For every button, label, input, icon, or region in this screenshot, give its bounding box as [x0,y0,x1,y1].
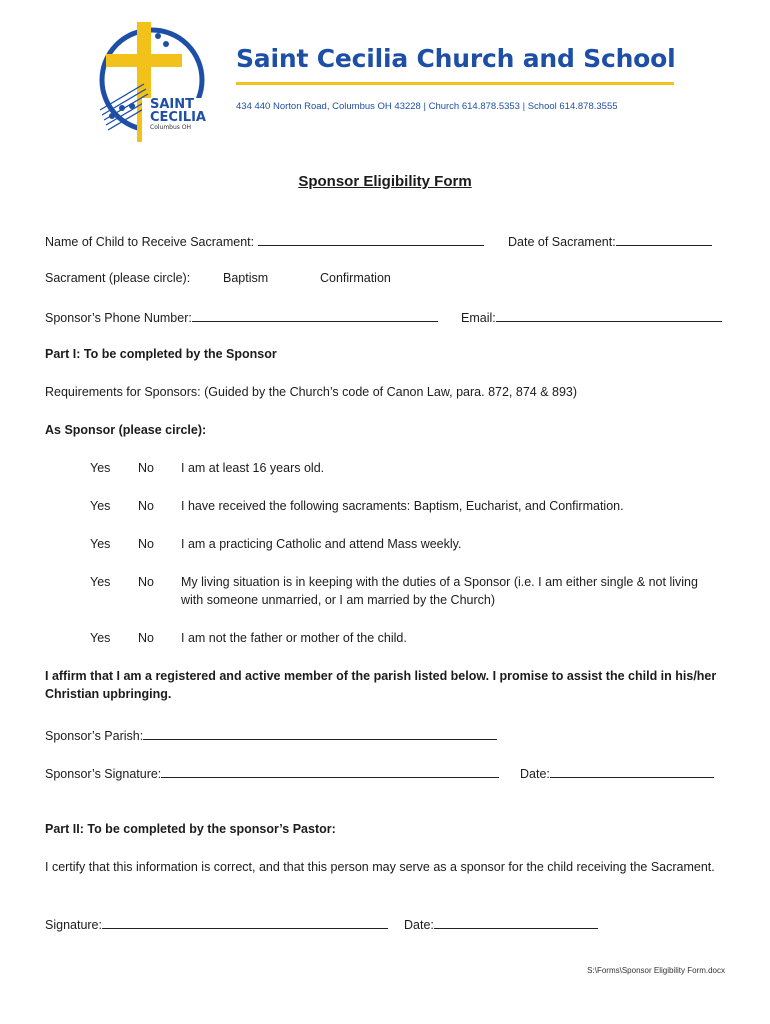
sponsor-date-row [520,763,714,783]
header-rule [236,82,674,85]
phone-field[interactable] [192,307,438,322]
requirement-item: I am at least 16 years old. [181,461,325,475]
certify-text: I certify that this information is correct, and that this person may serve as a sponsor for the child receiving the Sacrament. [45,860,715,874]
sponsor-signature-label: Sponsor’s Signature: [45,767,162,781]
sponsor-date-field[interactable] [550,763,714,778]
date-of-sacrament-label: Date of Sacrament: [508,235,616,249]
date-of-sacrament-field[interactable] [616,231,712,246]
no-option[interactable]: No [138,499,154,513]
logo-text-cecilia: CECILIA [150,110,206,125]
requirements-text: Requirements for Sponsors: (Guided by the Church’s code of Canon Law, para. 872, 874 & 893) [45,385,578,399]
yes-option[interactable]: Yes [90,575,111,589]
church-logo [92,18,222,148]
form-title: Sponsor Eligibility Form [298,173,472,190]
header-address: 434 440 Norton Road, Columbus OH 43228 | Church 614.878.5353 | School 614.878.3555 [236,101,618,112]
phone-label: Sponsor’s Phone Number: [45,311,192,325]
logo-text-saint: SAINT [150,97,195,112]
yes-option[interactable]: Yes [90,461,111,475]
requirement-item: I have received the following sacraments: Baptism, Eucharist, and Confirmation. [181,499,624,513]
part1-heading: Part I: To be completed by the Sponsor [45,347,277,361]
child-name-row [45,231,484,251]
phone-row [45,307,438,327]
sponsor-date-label: Date: [520,767,550,781]
yes-option[interactable]: Yes [90,631,111,645]
footer-file-path: S:\Forms\Sponsor Eligibility Form.docx [587,966,725,975]
pastor-signature-field[interactable] [102,914,388,929]
sponsor-parish-field[interactable] [143,725,497,740]
child-name-label: Name of Child to Receive Sacrament: [45,235,255,249]
requirement-item: My living situation is in keeping with the duties of a Sponsor (i.e. I am either single & not living with someone unmarried, or I am married by the Church) [181,575,698,607]
email-label: Email: [461,311,496,325]
sponsor-signature-field[interactable] [161,763,499,778]
no-option[interactable]: No [138,575,154,589]
no-option[interactable]: No [138,631,154,645]
requirement-item: I am a practicing Catholic and attend Mass weekly. [181,537,462,551]
no-option[interactable]: No [138,461,154,475]
option-baptism[interactable]: Baptism [223,271,269,285]
pastor-date-label: Date: [404,918,434,932]
header-title: Saint Cecilia Church and School [236,44,676,73]
pastor-signature-row [45,914,388,934]
no-option[interactable]: No [138,537,154,551]
email-field[interactable] [496,307,722,322]
yes-option[interactable]: Yes [90,537,111,551]
option-confirmation[interactable]: Confirmation [320,271,391,285]
part2-heading: Part II: To be completed by the sponsor’s Pastor: [45,822,336,836]
date-of-sacrament-row [508,231,712,251]
affirmation-text: I affirm that I am a registered and active member of the parish listed below. I promise to assist the child in his/her Christian upbringing. [45,669,717,701]
child-name-field[interactable] [258,231,484,246]
pastor-signature-label: Signature: [45,918,102,932]
sacrament-label: Sacrament (please circle): [45,271,191,285]
requirement-item: I am not the father or mother of the child. [181,631,407,645]
as-sponsor-label: As Sponsor (please circle): [45,423,207,437]
yes-option[interactable]: Yes [90,499,111,513]
sponsor-parish-row [45,725,497,745]
pastor-date-field[interactable] [434,914,598,929]
pastor-date-row [404,914,598,934]
sponsor-parish-label: Sponsor’s Parish: [45,729,144,743]
email-row [461,307,722,327]
logo-text-location: Columbus OH [150,124,192,131]
sponsor-signature-row [45,763,499,783]
